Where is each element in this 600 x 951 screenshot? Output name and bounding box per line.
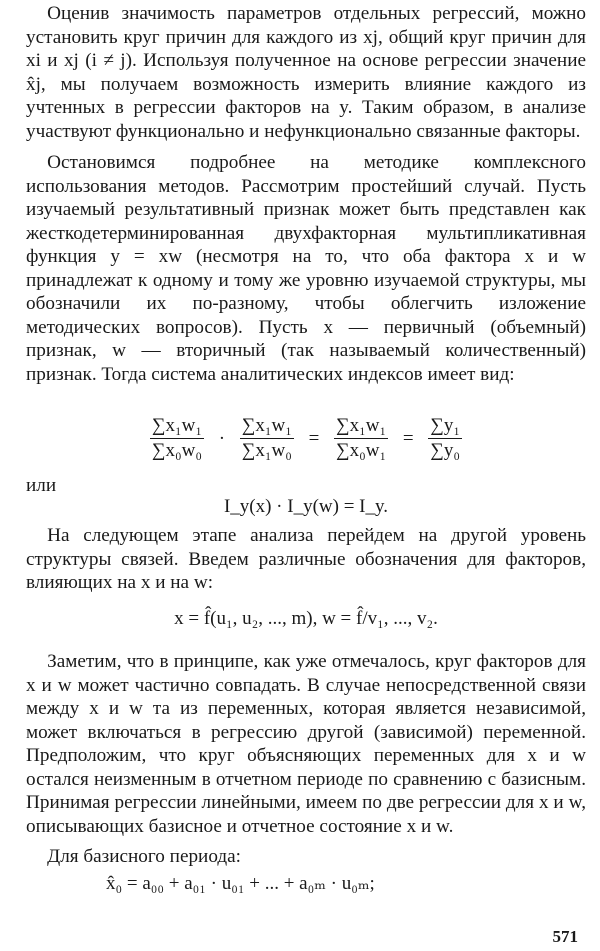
base-period-regression-formula: x̂₀ = a₀₀ + a₀₁ · u₀₁ + ... + a₀ₘ · u₀ₘ; (106, 873, 375, 894)
paragraph-3: На следующем этапе анализа перейдем на другой уровень структуры связей. Введем различные обозначения для факторов, влияющих на x и на w: (26, 525, 586, 593)
index-product-formula: I_y(x) · I_y(w) = I_y. (223, 496, 389, 517)
fraction-1: $\frac{\text{∑x₁w₁}}{\text{∑x₀w₀}}$ (152, 415, 203, 461)
fraction-3: $\frac{\text{∑x₁w₁}}{\text{∑x₀w₁}}$ (336, 415, 387, 461)
page-number: 571 (552, 927, 578, 946)
index-system-formula: $\frac{\text{∑x₁w₁}}{\text{∑x₀w₀}}$ · $\frac{\text{∑x₁w₁}}{\text{∑x₁w₀}}$ = $\frac{\text{∑x₁w₁}}{\text{∑x₀w₁}}$ = $\frac{\text{∑y₁}}{\text{∑y₀}}$ (152, 415, 460, 461)
fraction-4: $\frac{\text{∑y₁}}{\text{∑y₀}}$ (430, 415, 460, 461)
paragraph-2: Остановимся подробнее на методике комплексного использования методов. Рассмотрим простейший случай. Пусть изучаемый результативный признак может быть представлен как жесткодетерминированная двухфакторная мультипликативная функция y = xw (несмотря на то, что оба фактора x и w принадлежат к одному и тому же уровню изучаемой структуры, мы обозначили их по-разному, чтобы облегчить изложение методических вопросов). Пусть x — первичный (объемный) признак, w — вторичный (так называемый количественный) признак. Тогда система аналитических индексов имеет вид: (26, 152, 586, 385)
paragraph-4: Заметим, что в принципе, как уже отмечалось, круг факторов для x и w может частично совпадать. В случае непосредственной связи между x и w та из переменных, которая является независимой, может включаться в регрессию другой (зависимой) переменной. Предположим, что круг объясняющих переменных для x и w остался неизменным в отчетном периоде по сравнению с базисным. Принимая регрессии линейными, имеем по две регрессии для x и w, описывающих базисное и отчетное состояние x и w. (26, 651, 586, 837)
fraction-2: $\frac{\text{∑x₁w₁}}{\text{∑x₁w₀}}$ (241, 415, 292, 461)
or-label: или (26, 475, 57, 496)
paragraph-5: Для базисного периода: (47, 846, 241, 867)
factor-functions-formula: x = f̂(u₁, u₂, ..., m), w = f̂/v₁, ..., v₂. (174, 608, 438, 629)
paragraph-1: Оценив значимость параметров отдельных регрессий, можно установить круг причин для каждого из xj, общий круг причин для xi и xj (i ≠ j). Используя полученное на основе регрессии значение x̂j, мы получаем возможность измерить влияние каждого из учтенных в регрессии факторов на y. Таким образом, в анализе участвуют функционально и нефункционально связанные факторы. (26, 3, 586, 142)
